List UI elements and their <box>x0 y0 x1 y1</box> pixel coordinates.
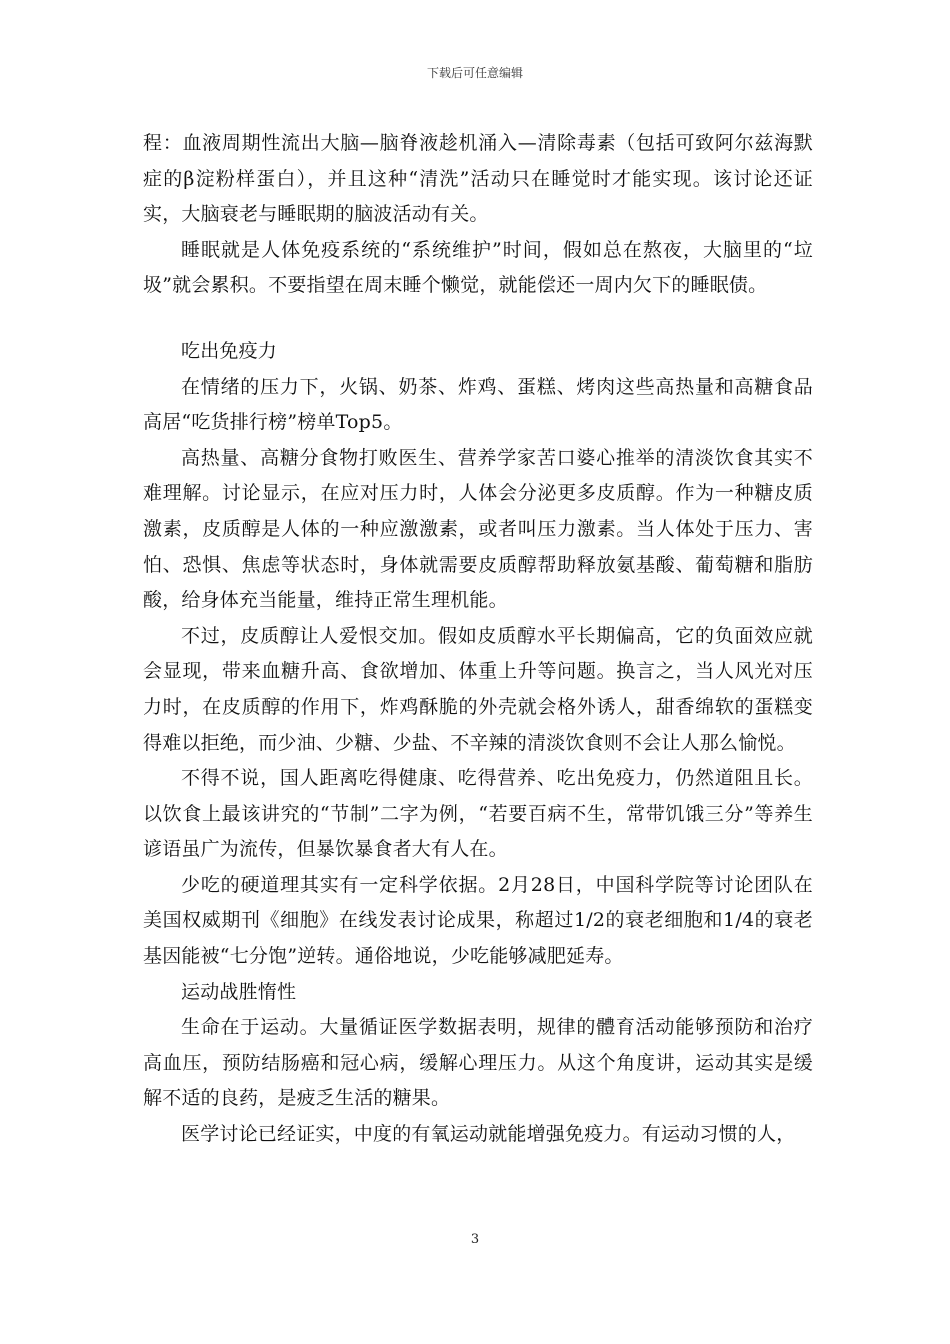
page-header: 下载后可任意编辑 <box>426 66 523 80</box>
paragraph: 生命在于运动。大量循证医学数据表明，规律的體育活动能够预防和治疗高血压，预防结肠癌和冠心病，缓解心理压力。从这个角度讲，运动其实是缓解不适的良药，是疲乏生活的糖果。 <box>143 1016 813 1110</box>
paragraph: 在情绪的压力下，火锅、奶茶、炸鸡、蛋糕、烤肉这些高热量和高糖食品高居“吃货排行榜”榜单Top5。 <box>143 375 813 434</box>
paragraph: 程：血液周期性流出大脑—脑脊液趁机涌入—清除毒素（包括可致阿尔兹海默症的β淀粉样蛋白），并且这种“清洗”活动只在睡觉时才能实现。该讨论还证实，大脑衰老与睡眠期的脑波活动有关。 <box>143 132 813 226</box>
paragraph: 少吃的硬道理其实有一定科学依据。2月28日，中国科学院等讨论团队在美国权威期刊《细胞》在线发表讨论成果，称超过1/2的衰老细胞和1/4的衰老基因能被“七分饱”逆转。通俗地说，少吃能够减肥延寿。 <box>143 873 813 968</box>
section-heading: 吃出免疫力 <box>181 339 278 362</box>
paragraph-spacer <box>143 304 813 334</box>
paragraph: 不得不说，国人距离吃得健康、吃得营养、吃出免疫力，仍然道阻且长。以饮食上最该讲究的“节制”二字为例，“若要百病不生，常带饥饿三分”等养生谚语虽广为流传，但暴饮暴食者大有人在。 <box>143 767 813 861</box>
paragraph: 医学讨论已经证实，中度的有氧运动就能增强免疫力。有运动习惯的人， <box>181 1123 796 1146</box>
paragraph: 高热量、高糖分食物打败医生、营养学家苦口婆心推举的清淡饮食其实不难理解。讨论显示，在应对压力时，人体会分泌更多皮质醇。作为一种糖皮质激素，皮质醇是人体的一种应激激素，或者叫压力激素。当人体处于压力、害怕、恐惧、焦虑等状态时，身体就需要皮质醇帮助释放氨基酸、葡萄糖和脂肪酸，给身体充当能量，维持正常生理机能。 <box>143 446 813 612</box>
section-heading: 运动战胜惰性 <box>181 980 297 1003</box>
paragraph: 睡眠就是人体免疫系统的“系统维护”时间，假如总在熬夜，大脑里的“垃圾”就会累积。不要指望在周末睡个懒觉，就能偿还一周内欠下的睡眠债。 <box>143 238 813 297</box>
paragraph: 不过，皮质醇让人爱恨交加。假如皮质醇水平长期偏高，它的负面效应就会显现，带来血糖升高、食欲增加、体重上升等问题。换言之，当人风光对压力时，在皮质醇的作用下，炸鸡酥脆的外壳就会格外诱人，甜香绵软的蛋糕变得难以拒绝，而少油、少糖、少盐、不辛辣的清淡饮食则不会让人那么愉悦。 <box>143 624 813 754</box>
document-body <box>143 126 813 1153</box>
page-number: 3 <box>470 1232 480 1247</box>
